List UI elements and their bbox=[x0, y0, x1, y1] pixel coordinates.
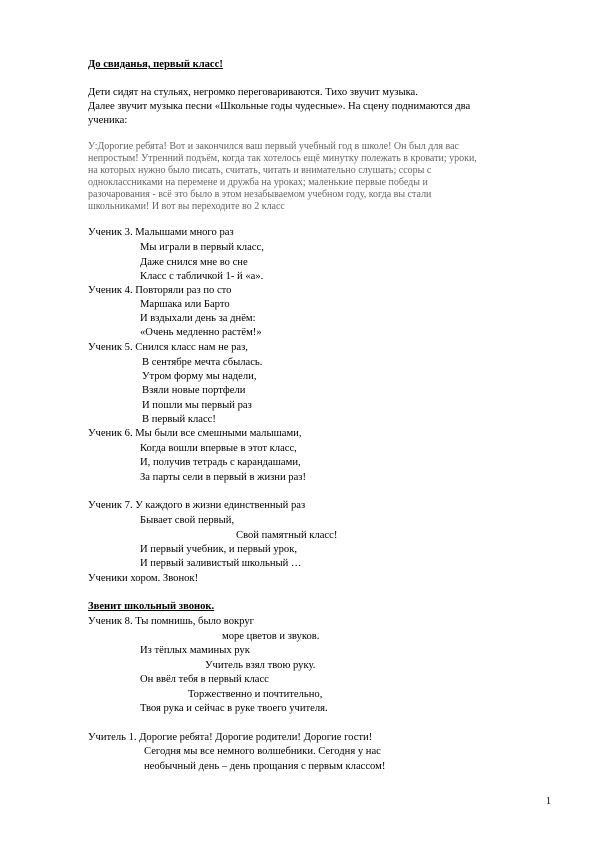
page-number: 1 bbox=[546, 796, 551, 807]
poem-line: Из тёплых маминых рук bbox=[140, 645, 250, 656]
poem-line: Ученик 4. Повторяли раз по сто bbox=[88, 285, 232, 296]
poem-line: «Очень медленно растём!» bbox=[140, 327, 262, 338]
poem-line: Сегодня мы все немного волшебники. Сегодня у нас bbox=[144, 746, 381, 757]
poem-line: Даже снился мне во сне bbox=[140, 257, 248, 268]
stage-direction: Звенит школьный звонок. bbox=[88, 601, 215, 612]
poem-line: И первый заливистый школьный … bbox=[140, 558, 302, 569]
teacher-speech-line: У:Дорогие ребята! Вот и закончился ваш первый учебный год в школе! Он был для вас bbox=[88, 141, 459, 152]
poem-line: И пошли мы первый раз bbox=[142, 400, 252, 411]
poem-line: Ученик 6. Мы были все смешными малышами, bbox=[88, 428, 302, 439]
poem-line: Класс с табличкой 1- й «а». bbox=[140, 271, 264, 282]
teacher-speech-line: школьниками! И вот вы переходите во 2 класс bbox=[88, 201, 285, 212]
poem-line: Взяли новые портфели bbox=[142, 385, 246, 396]
poem-line: Ученик 7. У каждого в жизни единственный раз bbox=[88, 500, 306, 511]
poem-line: Свой памятный класс! bbox=[236, 530, 338, 541]
poem-line: необычный день – день прощания с первым классом! bbox=[144, 761, 386, 772]
poem-line: И, получив тетрадь с карандашами, bbox=[140, 457, 301, 468]
poem-line: Когда вошли впервые в этот класс, bbox=[140, 443, 297, 454]
poem-line: За парты сели в первый в жизни раз! bbox=[140, 472, 306, 483]
poem-line: В первый класс! bbox=[142, 414, 216, 425]
poem-line: Ученик 3. Малышами много раз bbox=[88, 227, 234, 238]
poem-line: Мы играли в первый класс, bbox=[140, 242, 264, 253]
poem-line: Торжественно и почтительно, bbox=[188, 689, 323, 700]
poem-line: Ученик 8. Ты помнишь, было вокруг bbox=[88, 616, 254, 627]
poem-line: Учитель взял твою руку. bbox=[205, 660, 316, 671]
teacher-speech-line: непростым! Утренний подъём, когда так хотелось ещё минутку полежать в кровати; уроки, bbox=[88, 153, 477, 164]
poem-line: Учитель 1. Дорогие ребята! Дорогие родители! Дорогие гости! bbox=[88, 732, 373, 743]
poem-line: Бывает свой первый, bbox=[140, 515, 235, 526]
poem-line: И первый учебник, и первый урок, bbox=[140, 544, 298, 555]
poem-line: Маршака или Барто bbox=[140, 299, 230, 310]
intro-line: Далее звучит музыка песни «Школьные годы чудесные». На сцену поднимаются два bbox=[88, 101, 471, 112]
poem-line: И вздыхали день за днём: bbox=[140, 313, 256, 324]
poem-line: море цветов и звуков. bbox=[222, 631, 320, 642]
teacher-speech-line: разочарования - всё это было в этом незабываемом учебном году, когда вы стали bbox=[88, 189, 432, 200]
intro-line: Дети сидят на стульях, негромко переговариваются. Тихо звучит музыка. bbox=[88, 87, 418, 98]
poem-line: Ученик 5. Снился класс нам не раз, bbox=[88, 342, 248, 353]
poem-line: Утром форму мы надели, bbox=[142, 371, 257, 382]
poem-line: В сентябре мечта сбылась. bbox=[142, 357, 263, 368]
page-title: До свиданья, первый класс! bbox=[88, 59, 223, 70]
teacher-speech-line: одноклассниками на перемене и дружба на уроках; маленькие первые победы и bbox=[88, 177, 428, 188]
teacher-speech-line: на которых нужно было писать, считать, читать и внимательно слушать; ссоры с bbox=[88, 165, 432, 176]
intro-line: ученика: bbox=[88, 115, 128, 126]
poem-line: Твоя рука и сейчас в руке твоего учителя. bbox=[140, 703, 328, 714]
poem-line: Ученики хором. Звонок! bbox=[88, 573, 199, 584]
poem-line: Он ввёл тебя в первый класс bbox=[140, 674, 269, 685]
